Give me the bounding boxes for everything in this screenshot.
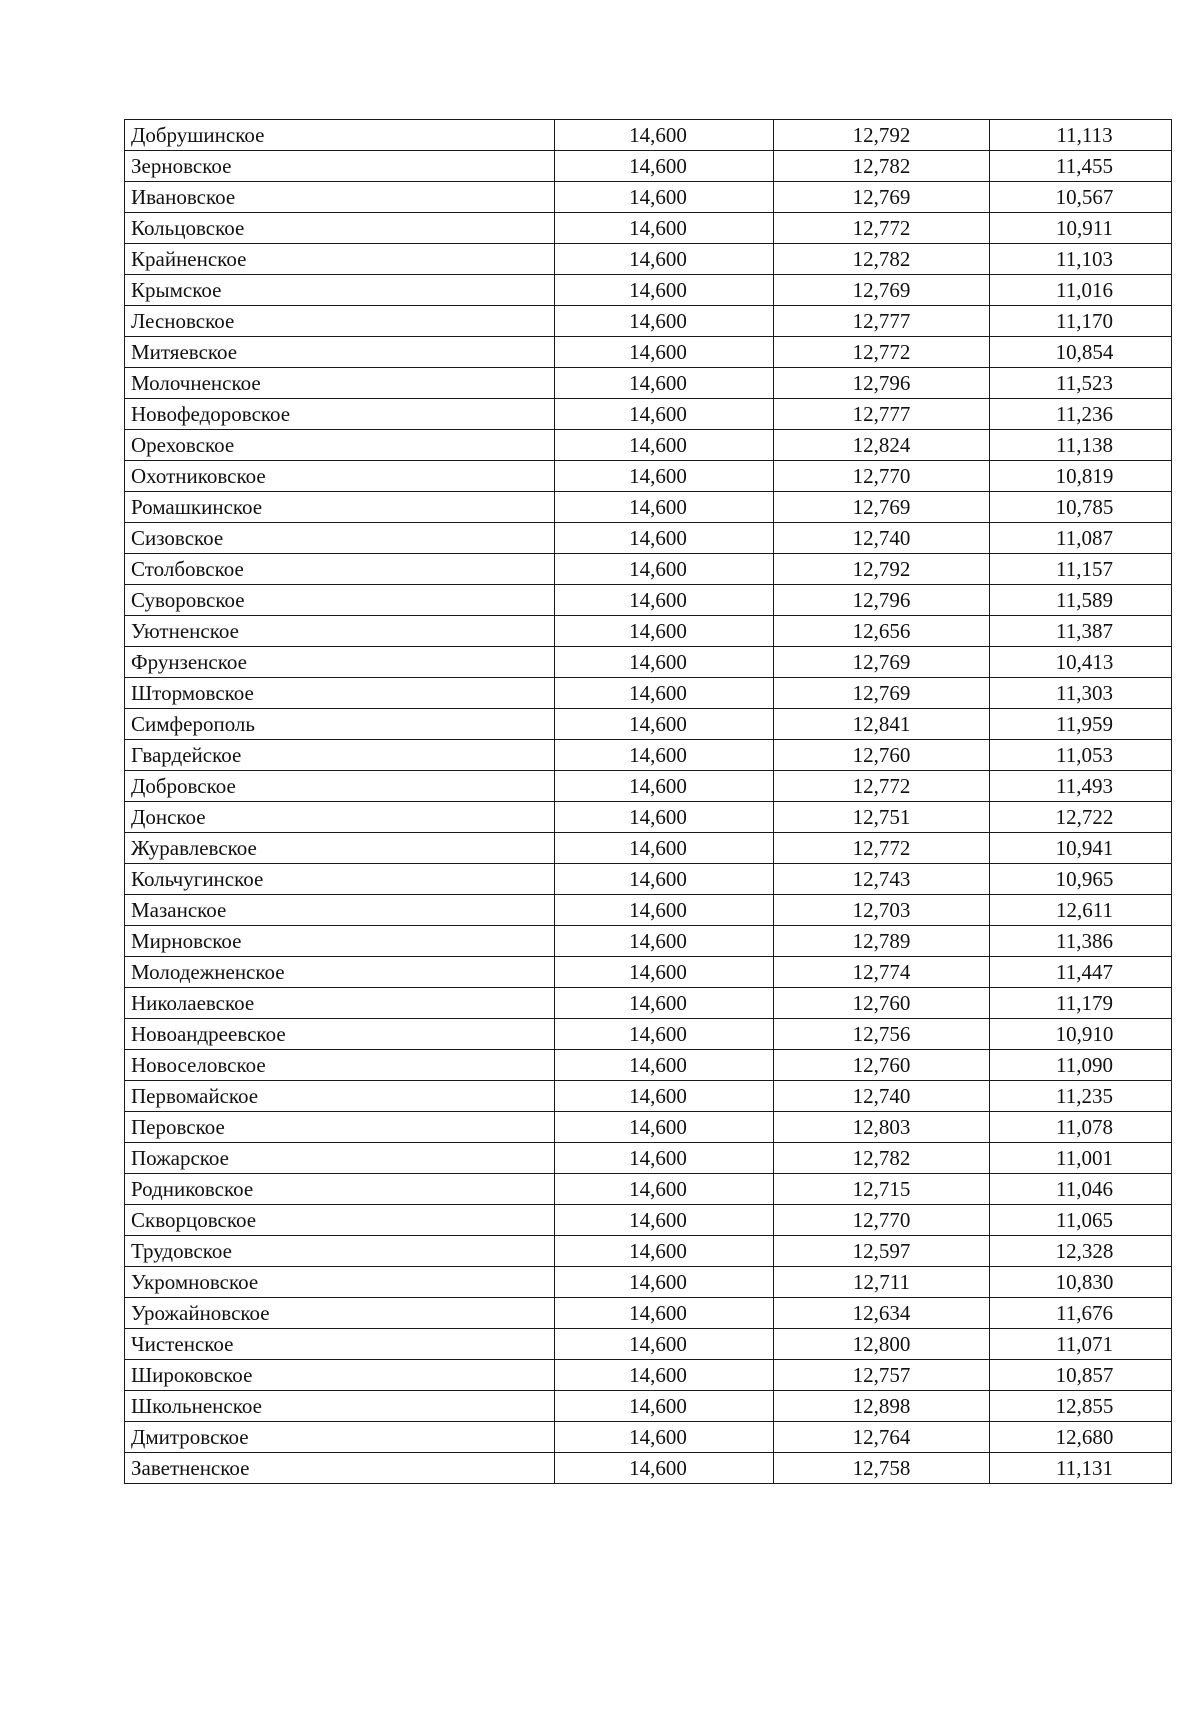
settlement-name-cell: Крайненское: [125, 244, 555, 275]
settlement-name-cell: Зерновское: [125, 151, 555, 182]
table-row: [125, 461, 1172, 492]
value-cell-col3: 12,756: [774, 1019, 990, 1050]
value-cell-col3: 12,715: [774, 1174, 990, 1205]
table-row: [125, 1050, 1172, 1081]
table-row: [125, 1329, 1172, 1360]
table-row: [125, 988, 1172, 1019]
value-cell-col2: 14,600: [555, 1143, 774, 1174]
value-cell-col3: 12,743: [774, 864, 990, 895]
value-cell-col4: 11,078: [990, 1112, 1172, 1143]
value-cell-col3: 12,772: [774, 771, 990, 802]
settlement-name-cell: Гвардейское: [125, 740, 555, 771]
value-cell-col4: 11,455: [990, 151, 1172, 182]
settlement-name-cell: Уютненское: [125, 616, 555, 647]
value-cell-col3: 12,740: [774, 523, 990, 554]
value-cell-col3: 12,758: [774, 1453, 990, 1484]
value-cell-col2: 14,600: [555, 492, 774, 523]
value-cell-col3: 12,800: [774, 1329, 990, 1360]
value-cell-col3: 12,792: [774, 120, 990, 151]
value-cell-col4: 11,523: [990, 368, 1172, 399]
value-cell-col4: 11,959: [990, 709, 1172, 740]
value-cell-col4: 10,910: [990, 1019, 1172, 1050]
settlement-name-cell: Родниковское: [125, 1174, 555, 1205]
value-cell-col3: 12,772: [774, 833, 990, 864]
settlement-name-cell: Кольцовское: [125, 213, 555, 244]
value-cell-col3: 12,760: [774, 988, 990, 1019]
table-row: [125, 895, 1172, 926]
table-row: [125, 399, 1172, 430]
table-row: [125, 1236, 1172, 1267]
settlement-name-cell: Суворовское: [125, 585, 555, 616]
value-cell-col2: 14,600: [555, 647, 774, 678]
value-cell-col2: 14,600: [555, 771, 774, 802]
value-cell-col3: 12,769: [774, 275, 990, 306]
table-row: [125, 554, 1172, 585]
value-cell-col4: 12,611: [990, 895, 1172, 926]
settlement-name-cell: Урожайновское: [125, 1298, 555, 1329]
value-cell-col2: 14,600: [555, 585, 774, 616]
value-cell-col3: 12,772: [774, 213, 990, 244]
value-cell-col2: 14,600: [555, 1298, 774, 1329]
value-cell-col3: 12,760: [774, 1050, 990, 1081]
table-row: [125, 957, 1172, 988]
value-cell-col3: 12,597: [774, 1236, 990, 1267]
value-cell-col4: 11,053: [990, 740, 1172, 771]
value-cell-col3: 12,770: [774, 461, 990, 492]
value-cell-col2: 14,600: [555, 399, 774, 430]
table-row: [125, 492, 1172, 523]
value-cell-col3: 12,656: [774, 616, 990, 647]
table-row: [125, 709, 1172, 740]
table-row: [125, 1081, 1172, 1112]
value-cell-col3: 12,792: [774, 554, 990, 585]
table-row: [125, 1453, 1172, 1484]
settlement-name-cell: Добровское: [125, 771, 555, 802]
table-row: [125, 864, 1172, 895]
table-row: [125, 213, 1172, 244]
value-cell-col3: 12,769: [774, 678, 990, 709]
settlement-name-cell: Перовское: [125, 1112, 555, 1143]
settlement-name-cell: Журавлевское: [125, 833, 555, 864]
settlement-name-cell: Добрушинское: [125, 120, 555, 151]
value-cell-col3: 12,703: [774, 895, 990, 926]
value-cell-col4: 11,131: [990, 1453, 1172, 1484]
settlement-name-cell: Новоандреевское: [125, 1019, 555, 1050]
value-cell-col4: 11,236: [990, 399, 1172, 430]
value-cell-col3: 12,796: [774, 585, 990, 616]
value-cell-col2: 14,600: [555, 523, 774, 554]
settlement-name-cell: Столбовское: [125, 554, 555, 585]
settlement-name-cell: Сизовское: [125, 523, 555, 554]
value-cell-col3: 12,777: [774, 399, 990, 430]
settlement-name-cell: Фрунзенское: [125, 647, 555, 678]
value-cell-col2: 14,600: [555, 1236, 774, 1267]
table-row: [125, 585, 1172, 616]
value-cell-col4: 11,090: [990, 1050, 1172, 1081]
settlement-name-cell: Трудовское: [125, 1236, 555, 1267]
table-row: [125, 244, 1172, 275]
value-cell-col2: 14,600: [555, 368, 774, 399]
value-cell-col2: 14,600: [555, 678, 774, 709]
value-cell-col3: 12,777: [774, 306, 990, 337]
settlement-name-cell: Школьненское: [125, 1391, 555, 1422]
table-row: [125, 1360, 1172, 1391]
table-row: [125, 802, 1172, 833]
table-row: [125, 120, 1172, 151]
settlement-name-cell: Митяевское: [125, 337, 555, 368]
value-cell-col4: 11,676: [990, 1298, 1172, 1329]
settlement-name-cell: Лесновское: [125, 306, 555, 337]
value-cell-col2: 14,600: [555, 306, 774, 337]
table-row: [125, 337, 1172, 368]
table-row: [125, 430, 1172, 461]
value-cell-col2: 14,600: [555, 957, 774, 988]
value-cell-col4: 11,386: [990, 926, 1172, 957]
table-row: [125, 523, 1172, 554]
value-cell-col2: 14,600: [555, 1174, 774, 1205]
settlement-name-cell: Охотниковское: [125, 461, 555, 492]
value-cell-col4: 12,722: [990, 802, 1172, 833]
value-cell-col4: 12,680: [990, 1422, 1172, 1453]
settlement-name-cell: Николаевское: [125, 988, 555, 1019]
value-cell-col2: 14,600: [555, 802, 774, 833]
value-cell-col3: 12,760: [774, 740, 990, 771]
table-row: [125, 182, 1172, 213]
value-cell-col3: 12,751: [774, 802, 990, 833]
value-cell-col2: 14,600: [555, 151, 774, 182]
value-cell-col4: 11,589: [990, 585, 1172, 616]
table-row: [125, 1391, 1172, 1422]
value-cell-col4: 11,387: [990, 616, 1172, 647]
value-cell-col4: 10,785: [990, 492, 1172, 523]
table-row: [125, 1298, 1172, 1329]
value-cell-col3: 12,740: [774, 1081, 990, 1112]
value-cell-col2: 14,600: [555, 337, 774, 368]
settlement-name-cell: Ореховское: [125, 430, 555, 461]
value-cell-col3: 12,770: [774, 1205, 990, 1236]
value-cell-col4: 11,493: [990, 771, 1172, 802]
value-cell-col4: 11,179: [990, 988, 1172, 1019]
table-row: [125, 1019, 1172, 1050]
table-row: [125, 678, 1172, 709]
table-row: [125, 1174, 1172, 1205]
value-cell-col2: 14,600: [555, 616, 774, 647]
table-row: [125, 1143, 1172, 1174]
value-cell-col2: 14,600: [555, 275, 774, 306]
value-cell-col4: 11,065: [990, 1205, 1172, 1236]
settlement-name-cell: Кольчугинское: [125, 864, 555, 895]
value-cell-col4: 10,854: [990, 337, 1172, 368]
value-cell-col4: 11,138: [990, 430, 1172, 461]
value-cell-col4: 10,567: [990, 182, 1172, 213]
value-cell-col2: 14,600: [555, 1422, 774, 1453]
value-cell-col2: 14,600: [555, 740, 774, 771]
value-cell-col3: 12,898: [774, 1391, 990, 1422]
table-row: [125, 616, 1172, 647]
table-row: [125, 368, 1172, 399]
settlement-name-cell: Новофедоровское: [125, 399, 555, 430]
value-cell-col3: 12,782: [774, 244, 990, 275]
table-row: [125, 1267, 1172, 1298]
value-cell-col4: 10,413: [990, 647, 1172, 678]
value-cell-col4: 10,941: [990, 833, 1172, 864]
settlement-name-cell: Укромновское: [125, 1267, 555, 1298]
value-cell-col4: 10,965: [990, 864, 1172, 895]
value-cell-col4: 11,087: [990, 523, 1172, 554]
value-cell-col3: 12,769: [774, 492, 990, 523]
settlement-name-cell: Скворцовское: [125, 1205, 555, 1236]
settlement-name-cell: Молодежненское: [125, 957, 555, 988]
value-cell-col2: 14,600: [555, 1112, 774, 1143]
value-cell-col3: 12,634: [774, 1298, 990, 1329]
settlement-name-cell: Пожарское: [125, 1143, 555, 1174]
value-cell-col2: 14,600: [555, 244, 774, 275]
value-cell-col2: 14,600: [555, 709, 774, 740]
value-cell-col2: 14,600: [555, 1267, 774, 1298]
value-cell-col4: 10,857: [990, 1360, 1172, 1391]
value-cell-col4: 10,830: [990, 1267, 1172, 1298]
value-cell-col3: 12,757: [774, 1360, 990, 1391]
value-cell-col2: 14,600: [555, 213, 774, 244]
settlement-name-cell: Молочненское: [125, 368, 555, 399]
value-cell-col3: 12,803: [774, 1112, 990, 1143]
value-cell-col3: 12,824: [774, 430, 990, 461]
value-cell-col2: 14,600: [555, 1360, 774, 1391]
table-row: [125, 647, 1172, 678]
settlement-name-cell: Мирновское: [125, 926, 555, 957]
value-cell-col3: 12,796: [774, 368, 990, 399]
table-row: [125, 740, 1172, 771]
table-body: [125, 120, 1172, 1484]
value-cell-col4: 11,071: [990, 1329, 1172, 1360]
value-cell-col3: 12,789: [774, 926, 990, 957]
settlement-name-cell: Новоселовское: [125, 1050, 555, 1081]
value-cell-col4: 10,819: [990, 461, 1172, 492]
value-cell-col4: 11,303: [990, 678, 1172, 709]
value-cell-col2: 14,600: [555, 554, 774, 585]
value-cell-col4: 11,235: [990, 1081, 1172, 1112]
value-cell-col2: 14,600: [555, 1453, 774, 1484]
value-cell-col4: 11,046: [990, 1174, 1172, 1205]
value-cell-col4: 11,113: [990, 120, 1172, 151]
settlement-name-cell: Крымское: [125, 275, 555, 306]
value-cell-col3: 12,769: [774, 182, 990, 213]
value-cell-col2: 14,600: [555, 833, 774, 864]
value-cell-col3: 12,769: [774, 647, 990, 678]
settlements-table: [124, 119, 1172, 1484]
value-cell-col3: 12,772: [774, 337, 990, 368]
table-row: [125, 1422, 1172, 1453]
value-cell-col4: 12,855: [990, 1391, 1172, 1422]
value-cell-col2: 14,600: [555, 461, 774, 492]
settlement-name-cell: Ромашкинское: [125, 492, 555, 523]
settlement-name-cell: Заветненское: [125, 1453, 555, 1484]
table-row: [125, 1205, 1172, 1236]
table-row: [125, 306, 1172, 337]
settlement-name-cell: Дмитровское: [125, 1422, 555, 1453]
table-row: [125, 275, 1172, 306]
settlement-name-cell: Симферополь: [125, 709, 555, 740]
value-cell-col3: 12,764: [774, 1422, 990, 1453]
value-cell-col4: 12,328: [990, 1236, 1172, 1267]
value-cell-col2: 14,600: [555, 430, 774, 461]
value-cell-col2: 14,600: [555, 1391, 774, 1422]
value-cell-col4: 11,447: [990, 957, 1172, 988]
table-row: [125, 771, 1172, 802]
value-cell-col3: 12,782: [774, 151, 990, 182]
value-cell-col4: 11,170: [990, 306, 1172, 337]
value-cell-col3: 12,841: [774, 709, 990, 740]
value-cell-col2: 14,600: [555, 988, 774, 1019]
value-cell-col2: 14,600: [555, 926, 774, 957]
value-cell-col2: 14,600: [555, 1205, 774, 1236]
settlement-name-cell: Донское: [125, 802, 555, 833]
settlement-name-cell: Первомайское: [125, 1081, 555, 1112]
value-cell-col2: 14,600: [555, 1019, 774, 1050]
value-cell-col2: 14,600: [555, 120, 774, 151]
value-cell-col4: 11,103: [990, 244, 1172, 275]
value-cell-col4: 11,157: [990, 554, 1172, 585]
value-cell-col2: 14,600: [555, 1050, 774, 1081]
value-cell-col2: 14,600: [555, 864, 774, 895]
value-cell-col4: 11,001: [990, 1143, 1172, 1174]
settlement-name-cell: Ивановское: [125, 182, 555, 213]
value-cell-col2: 14,600: [555, 1329, 774, 1360]
settlement-name-cell: Чистенское: [125, 1329, 555, 1360]
settlement-name-cell: Штормовское: [125, 678, 555, 709]
value-cell-col4: 11,016: [990, 275, 1172, 306]
value-cell-col3: 12,711: [774, 1267, 990, 1298]
value-cell-col2: 14,600: [555, 895, 774, 926]
value-cell-col4: 10,911: [990, 213, 1172, 244]
table-row: [125, 926, 1172, 957]
value-cell-col2: 14,600: [555, 1081, 774, 1112]
table-row: [125, 833, 1172, 864]
value-cell-col2: 14,600: [555, 182, 774, 213]
table-row: [125, 1112, 1172, 1143]
settlement-name-cell: Широковское: [125, 1360, 555, 1391]
value-cell-col3: 12,782: [774, 1143, 990, 1174]
table-row: [125, 151, 1172, 182]
value-cell-col3: 12,774: [774, 957, 990, 988]
settlement-name-cell: Мазанское: [125, 895, 555, 926]
